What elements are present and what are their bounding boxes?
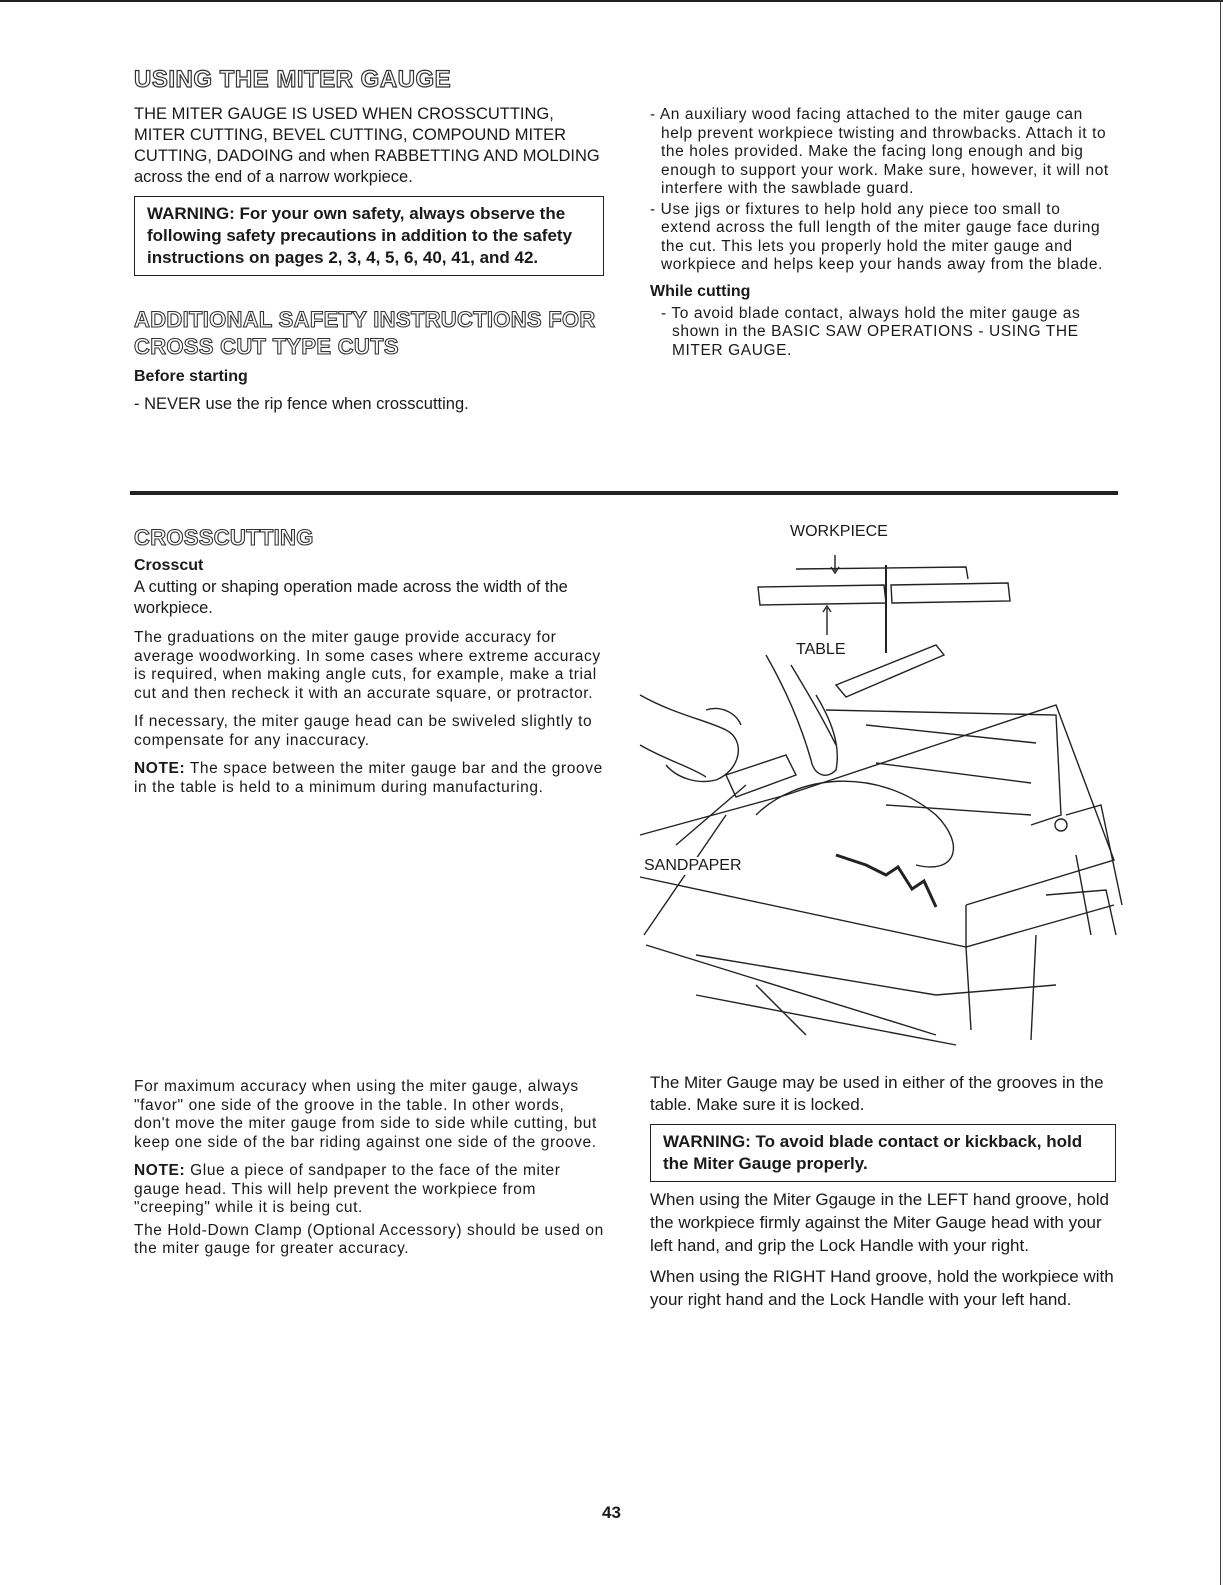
while-cutting-label: While cutting [650,282,751,300]
right-groove-paragraph: When using the RIGHT Hand groove, hold the workpiece with your right hand and the Lock Handle with your left hand. [650,1267,1114,1309]
figure-label-sandpaper: SANDPAPER [644,857,742,874]
warning-box-safety [134,196,604,276]
note-sandpaper-label: NOTE: [134,1162,186,1179]
page-number: 43 [602,1503,621,1522]
max-accuracy-paragraph: For maximum accuracy when using the miter gauge, always "favor" one side of the groove in the table. In other words, don't move the miter gauge from side to side while cutting, but keep one side of the bar riding against one side of the groove. [134,1078,597,1151]
additional-safety-title: ADDITIONAL SAFETY INSTRUCTIONS FOR CROSS CUT TYPE CUTS [134,307,596,359]
page-right-border [1220,0,1221,1585]
intro-paragraph: THE MITER GAUGE IS USED WHEN CROSSCUTTING, MITER CUTTING, BEVEL CUTTING, COMPOUND MITER CUTTING, DADOING and when RABBETTING AND MOLDING across the end of a narrow workpiece. [134,105,600,186]
grooves-section [650,1072,1116,1311]
crosscut-definition: A cutting or shaping operation made across the width of the workpiece. [134,578,568,617]
miter-gauge-figure [636,515,1126,1055]
crosscutting-title: CROSSCUTTING [134,525,314,550]
section-title: USING THE MITER GAUGE [134,66,452,93]
figure-label-table: TABLE [796,641,846,658]
right-column-top [650,106,1114,362]
either-groove-paragraph: The Miter Gauge may be used in either of the grooves in the table. Make sure it is locked. [650,1073,1104,1114]
bullet-jigs-fixtures: - Use jigs or fixtures to help hold any piece too small to extend across the full length of the miter gauge face during the cut. This lets you properly hold the miter gauge and workpiece and helps keep your hands away from the blade. [650,200,1104,273]
crosscut-label: Crosscut [134,557,204,574]
warning-box-kickback [650,1124,1116,1182]
swivel-paragraph: If necessary, the miter gauge head can be swiveled slightly to compensate for any inaccuracy. [134,713,593,749]
note-clearance [134,760,604,797]
warning-safety-text: WARNING: For your own safety, always observe the following safety precautions in addition to the safety instructions on pages 2, 3, 4, 5, 6, 40, 41, and 42. [147,204,573,267]
accuracy-section [134,1078,604,1259]
before-starting-label: Before starting [134,368,248,385]
figure-label-workpiece: WORKPIECE [790,523,888,540]
note-sandpaper [134,1162,604,1218]
crosscutting-section [134,524,604,797]
graduations-paragraph: The graduations on the miter gauge provide accuracy for average woodworking. In some cases where extreme accuracy is required, when making angle cuts, for example, make a trial cut and then recheck it with an accurate square, or protractor. [134,629,601,702]
before-starting-item: - NEVER use the rip fence when crosscutting. [134,395,469,413]
left-column-top [134,66,604,415]
note-clearance-label: NOTE: [134,760,186,777]
hold-down-paragraph: The Hold-Down Clamp (Optional Accessory) should be used on the miter gauge for greater accuracy. [134,1221,604,1257]
while-cutting-item: - To avoid blade contact, always hold the miter gauge as shown in the BASIC SAW OPERATIONS - USING THE MITER GAUGE. [661,304,1081,359]
bullet-auxiliary-facing: - An auxiliary wood facing attached to the miter gauge can help prevent workpiece twisting and throwbacks. Attach it to the holes provided. Make the facing long enough and big enough to support your work. Make sure, however, it will not interfere with the sawblade guard. [650,106,1109,197]
warning-kickback-text: WARNING: To avoid blade contact or kickback, hold the Miter Gauge properly. [663,1132,1083,1173]
note-sandpaper-text: Glue a piece of sandpaper to the face of the miter gauge head. This will help prevent the workpiece from "creeping" while it is being cut. [134,1162,561,1216]
section-divider [130,491,1118,495]
note-clearance-text: The space between the miter gauge bar and the groove in the table is held to a minimum during manufacturing. [134,760,603,796]
page-top-border [0,0,1223,2]
left-groove-paragraph: When using the Miter Ggauge in the LEFT hand groove, hold the workpiece firmly against the Miter Gauge head with your left hand, and grip the Lock Handle with your right. [650,1190,1109,1255]
miter-gauge-illustration [636,515,1126,1055]
